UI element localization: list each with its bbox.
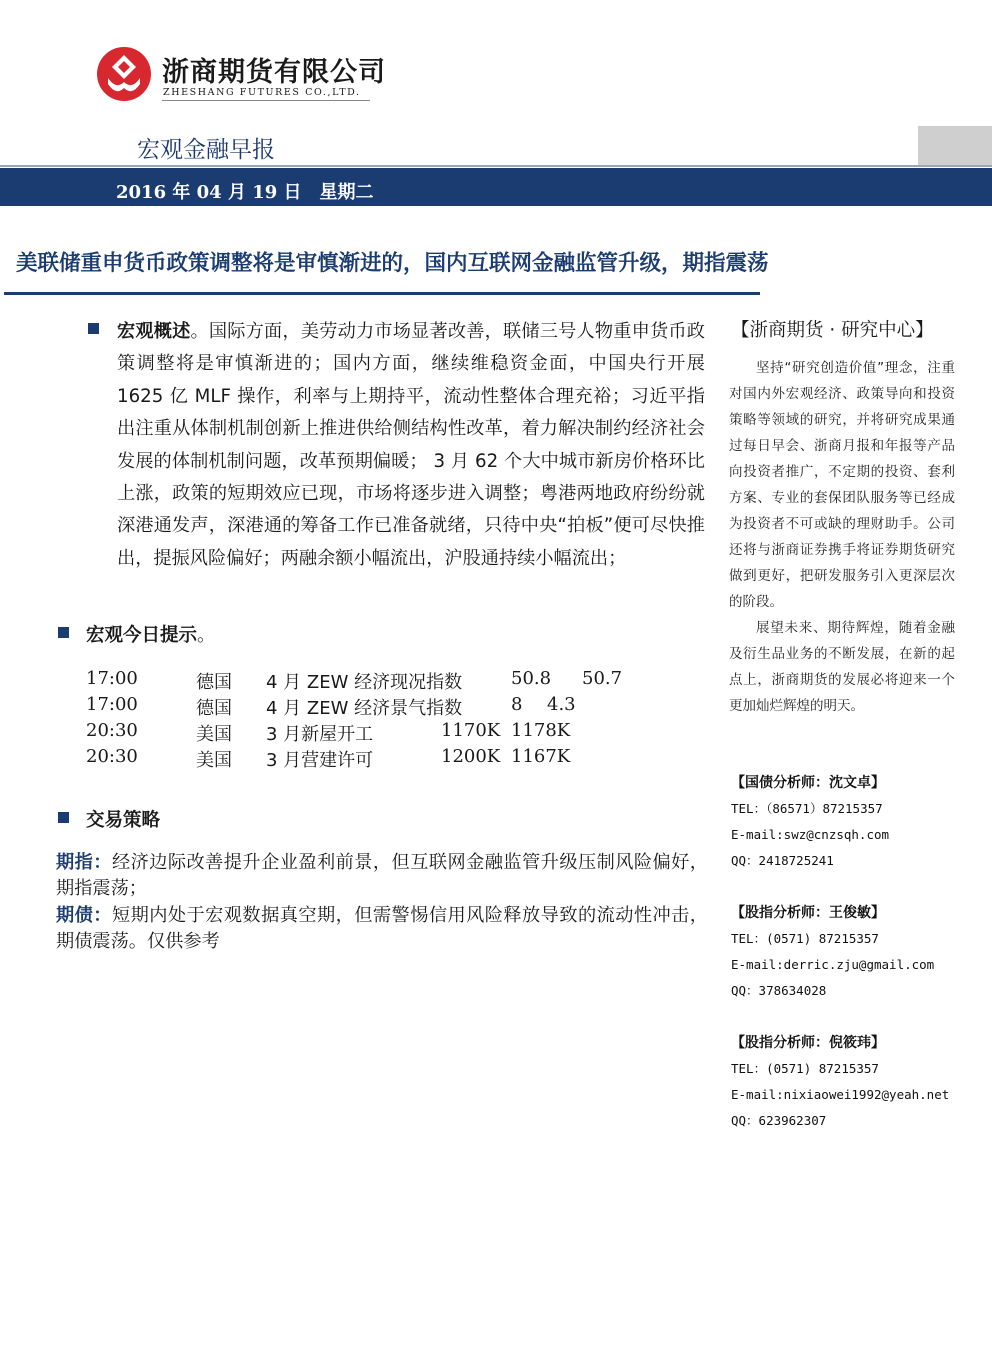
strategy-label: 期债： — [56, 905, 112, 926]
analyst-title: 【股指分析师：王俊敏】 — [731, 905, 885, 921]
logo-divider — [162, 100, 370, 101]
analyst-title: 【股指分析师：倪筱玮】 — [731, 1035, 885, 1051]
report-title: 宏观金融早报 — [137, 137, 275, 163]
bullet-square-icon — [58, 812, 69, 823]
analyst-qq: QQ：2418725241 — [731, 853, 834, 868]
event-forecast-value: 4.3 — [547, 694, 576, 715]
event-name: 4 月 ZEW 经济景气指数 — [266, 698, 463, 719]
analyst-card — [731, 1030, 971, 1134]
sidebar-paragraph: 坚持“研究创造价值”理念，注重对国内外宏观经济、政策导向和投资策略等领域的研究，并将研究成果通过每日早会、浙商月报和年报等产品向投资者推广，不定期的投资、套利方案、专业的套保团队服务等已经成为投资者不可或缺的理财助手。公司还将与浙商证券携手将证券期货研究做到更好，把研发服务引入更深层次的阶段。 — [729, 360, 955, 610]
strategy-title: 交易策略 — [86, 810, 161, 831]
event-previous-value: 50.8 — [511, 668, 552, 689]
calendar-title — [86, 621, 216, 647]
event-previous-value: 8 — [511, 694, 523, 715]
bullet-square-icon — [88, 323, 99, 334]
analyst-tel: TEL：(0571) 87215357 — [731, 1061, 879, 1076]
event-country: 德国 — [196, 672, 232, 693]
bullet-square-icon — [58, 627, 69, 638]
strategy-item-bond-futures — [56, 903, 708, 955]
weekday: 星期二 — [319, 182, 374, 203]
strategy-text: 短期内处于宏观数据真空期，但需警惕信用风险释放导致的流动性冲击，期债震荡。仅供参考 — [56, 905, 708, 952]
company-name-en: ZHESHANG FUTURES CO.,LTD. — [163, 87, 361, 98]
event-previous-value: 1200K — [441, 746, 501, 767]
event-time: 20:30 — [86, 720, 138, 741]
event-time: 20:30 — [86, 746, 138, 767]
analyst-title: 【国债分析师：沈文卓】 — [731, 775, 885, 791]
strategy-text: 经济边际改善提升企业盈利前景，但互联网金融监管升级压制风险偏好，期指震荡； — [56, 852, 708, 899]
overview-label: 宏观概述 — [117, 321, 191, 342]
analyst-tel: TEL：(0571) 87215357 — [731, 931, 879, 946]
header-divider — [0, 165, 992, 167]
headline: 美联储重申货币政策调整将是审慎渐进的，国内互联网金融监管升级，期指震荡 — [16, 251, 769, 276]
header-grey-block — [918, 126, 992, 166]
analyst-email[interactable]: E-mail:nixiaowei1992@yeah.net — [731, 1087, 950, 1102]
event-country: 美国 — [196, 724, 232, 745]
analyst-tel: TEL：（86571）87215357 — [731, 801, 883, 816]
report-date — [116, 178, 374, 204]
analyst-card — [731, 770, 971, 874]
macro-overview — [117, 316, 705, 575]
event-country: 美国 — [196, 750, 232, 771]
date-value: 2016 年 04 月 19 日 — [116, 182, 302, 203]
event-name: 3 月营建许可 — [266, 750, 374, 771]
analyst-qq: QQ：623962307 — [731, 1113, 827, 1128]
event-time: 17:00 — [86, 668, 138, 689]
calendar-title-suffix: 。 — [197, 625, 216, 646]
headline-divider — [4, 292, 760, 295]
event-time: 17:00 — [86, 694, 138, 715]
event-forecast-value: 50.7 — [582, 668, 623, 689]
strategy-label: 期指： — [56, 852, 112, 873]
event-country: 德国 — [196, 698, 232, 719]
event-name: 4 月 ZEW 经济现况指数 — [266, 672, 463, 693]
sidebar-paragraph: 展望未来、期待辉煌，随着金融及衍生品业务的不断发展，在新的起点上，浙商期货的发展必将迎来一个更加灿烂辉煌的明天。 — [729, 620, 955, 714]
company-name-cn: 浙商期货有限公司 — [162, 57, 386, 88]
calendar-title-text: 宏观今日提示 — [86, 625, 198, 646]
analyst-email[interactable]: E-mail:swz@cnzsqh.com — [731, 827, 890, 842]
strategy-item-index-futures — [56, 850, 708, 902]
analyst-email[interactable]: E-mail:derric.zju@gmail.com — [731, 957, 935, 972]
event-forecast-value: 1178K — [511, 720, 571, 741]
event-name: 3 月新屋开工 — [266, 724, 374, 745]
overview-text: 。国际方面，美劳动力市场显著改善，联储三号人物重申货币政策调整将是审慎渐进的；国内方面，继续维稳资金面，中国央行开展 1625 亿 MLF 操作，利率与上期持平，流动性整体合理充裕；习近平指出注重从体制机制创新上推进供给侧结构性改革，着力解决制约经济社会发展的体制机制问题，改革预期偏暖； 3 月 62 个大中城市新房价格环比上涨，政策的短期效应已现，市场将逐步进入调整；粤港两地政府纷纷就深港通发声，深港通的筹备工作已准备就绪，只待中央“拍板”便可尽快推出，提振风险偏好；两融余额小幅流出，沪股通持续小幅流出； — [117, 321, 705, 569]
analyst-card — [731, 900, 971, 1004]
sidebar-heading: 【浙商期货 · 研究中心】 — [731, 320, 934, 341]
sidebar-intro — [729, 355, 955, 719]
event-forecast-value: 1167K — [511, 746, 571, 767]
analyst-qq: QQ：378634028 — [731, 983, 827, 998]
event-previous-value: 1170K — [441, 720, 501, 741]
company-logo-icon — [96, 46, 152, 102]
